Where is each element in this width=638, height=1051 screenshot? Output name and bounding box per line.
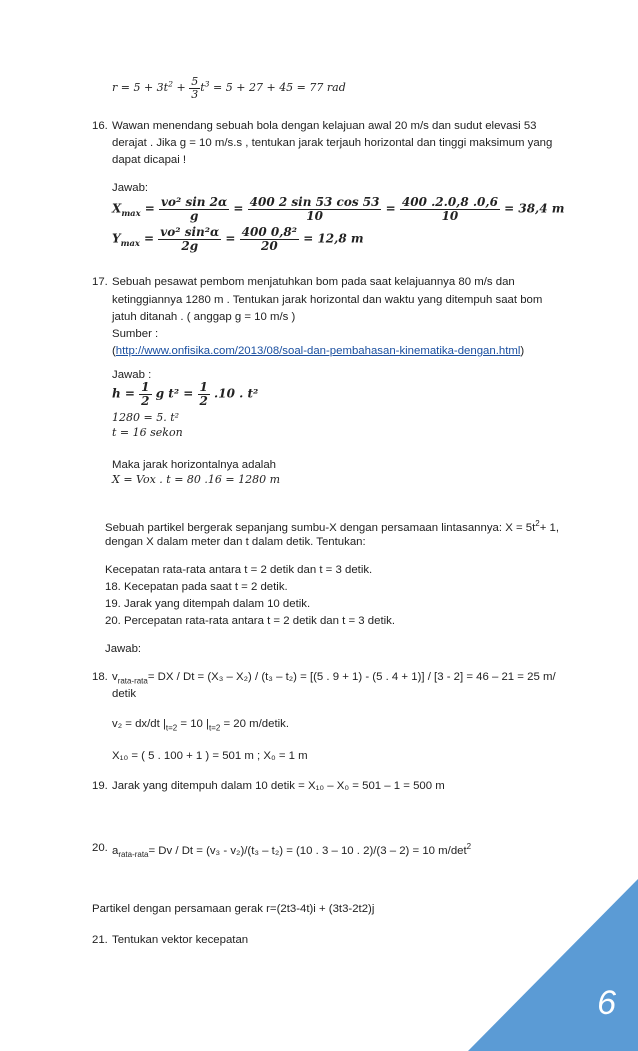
partikel1-item-2: 18. Kecepatan pada saat t = 2 detik. (105, 581, 288, 593)
a18-cont: detik (112, 688, 137, 700)
q21-text: Tentukan vektor kecepatan (112, 934, 249, 946)
q16-line-1: Wawan menendang sebuah bola dengan kelajuan awal 20 m/s dan sudut elevasi 53 (112, 120, 537, 132)
q17-jawab: Jawab : (112, 369, 152, 381)
q17-line-1: Sebuah pesawat pembom menjatuhkan bom pada saat kelajuannya 80 m/s dan (112, 276, 515, 288)
q17-eq-h: h = $\frac{1}{2}$ g t² = $\frac{1}{2}$ .10 . t² (112, 380, 259, 408)
q17-line-2: ketinggiannya 1280 m . Tentukan jarak horizontal dan waktu yang ditempuh saat bom (112, 294, 543, 306)
q21-number: 21. (92, 934, 108, 946)
q16-number: 16. (92, 120, 108, 132)
partikel1-intro-1: Sebuah partikel bergerak sepanjang sumbu-X dengan persamaan lintasannya: $X = 5t^2+ 1$, (105, 519, 560, 534)
q16-eq-ymax: $Y_{max}$ = $\frac{\text{vo² sin²α}}{2g}$ = $\frac{\text{400 0,8²}}{20}$ = 12,8 m (112, 225, 364, 253)
partikel1-item-1: Kecepatan rata-rata antara t = 2 detik dan t = 3 detik. (105, 564, 373, 576)
q16-jawab: Jawab: (112, 182, 149, 194)
top-equation: $r = 5 + 3t^2$ + $\frac{5}{3}$ $t^3 = 5 + 27 + 45 = 77$ rad (112, 75, 346, 101)
q17-eq-x: X = Vox . t = 80 .16 = 1280 m (112, 473, 281, 486)
q16-line-3: dapat dicapai ! (112, 154, 187, 166)
a18-eq: $v_{rata-rata}=$ DX / Dt = (X₃ – X₂) / (t₃ – t₂) = [(5 . 9 + 1) - (5 . 4 + 1)] / [3 - 2] = 46 – 21 = 25 m/ (112, 671, 556, 686)
q17-eq-line2: 1280 = 5. t² (112, 411, 180, 424)
a18-number: 18. (92, 671, 108, 683)
partikel1-item-3: 19. Jarak yang ditempah dalam 10 detik. (105, 598, 311, 610)
partikel2-text: Partikel dengan persamaan gerak r=(2t3-4t)i + (3t3-2t2)j (92, 903, 375, 915)
q17-number: 17. (92, 276, 108, 288)
a19-number: 19. (92, 780, 108, 792)
a19-text: Jarak yang ditempuh dalam 10 detik = X₁₀ – X₀ = 501 – 1 = 500 m (112, 780, 445, 792)
q17-eq-line3: t = 16 sekon (112, 426, 183, 439)
page-number: 6 (597, 984, 616, 1022)
q17-source: (http://www.onfisika.com/2013/08/soal-dan-pembahasan-kinematika-dengan.html) (112, 345, 525, 357)
a20-eq: $a_{rata-rata}= Dv / Dt = (v_3 - v_2)/(t_3 - t_2) = (10$ . 3 – 10 . 2)/(3 – 2) = 10 $m/\det^2$ (112, 842, 472, 860)
partikel1-intro-2: dengan X dalam meter dan t dalam detik. Tentukan: (105, 536, 366, 548)
source-link[interactable]: http://www.onfisika.com/2013/08/soal-dan-pembahasan-kinematika-dengan.html (115, 345, 521, 357)
page-corner-triangle (468, 879, 638, 1051)
partikel1-jawab: Jawab: (105, 643, 142, 655)
a20-number: 20. (92, 842, 108, 854)
a18-x10: X₁₀ = ( 5 . 100 + 1 ) = 501 m ; X₀ = 1 m (112, 750, 308, 762)
a18-v2: v₂ = dx/dt $|_{t=2} = 10$ $|_{t=2} = 20$ m/detik. (112, 718, 290, 733)
fraction: $\frac{5}{3}$ (191, 75, 199, 101)
q17-line-3: jatuh ditanah . ( anggap g = 10 m/s ) (112, 311, 296, 323)
q16-eq-xmax: $X_{max}$ = $\frac{\text{vo² sin 2α}}{g}$ = $\frac{400 2 \sin 53 \cos 53}{10}$ = $\frac{400 .2.0,8 .0,6}{10}$ = 38,4 m (112, 195, 565, 223)
q16-line-2: derajat . Jika g = 10 m/s.s , tentukan jarak terjauh horizontal dan tinggi maksimum yang (112, 137, 553, 149)
q17-line-4: Sumber : (112, 328, 159, 340)
partikel1-item-4: 20. Percepatan rata-rata antara t = 2 detik dan t = 3 detik. (105, 615, 396, 627)
q17-maka: Maka jarak horizontalnya adalah (112, 459, 276, 471)
